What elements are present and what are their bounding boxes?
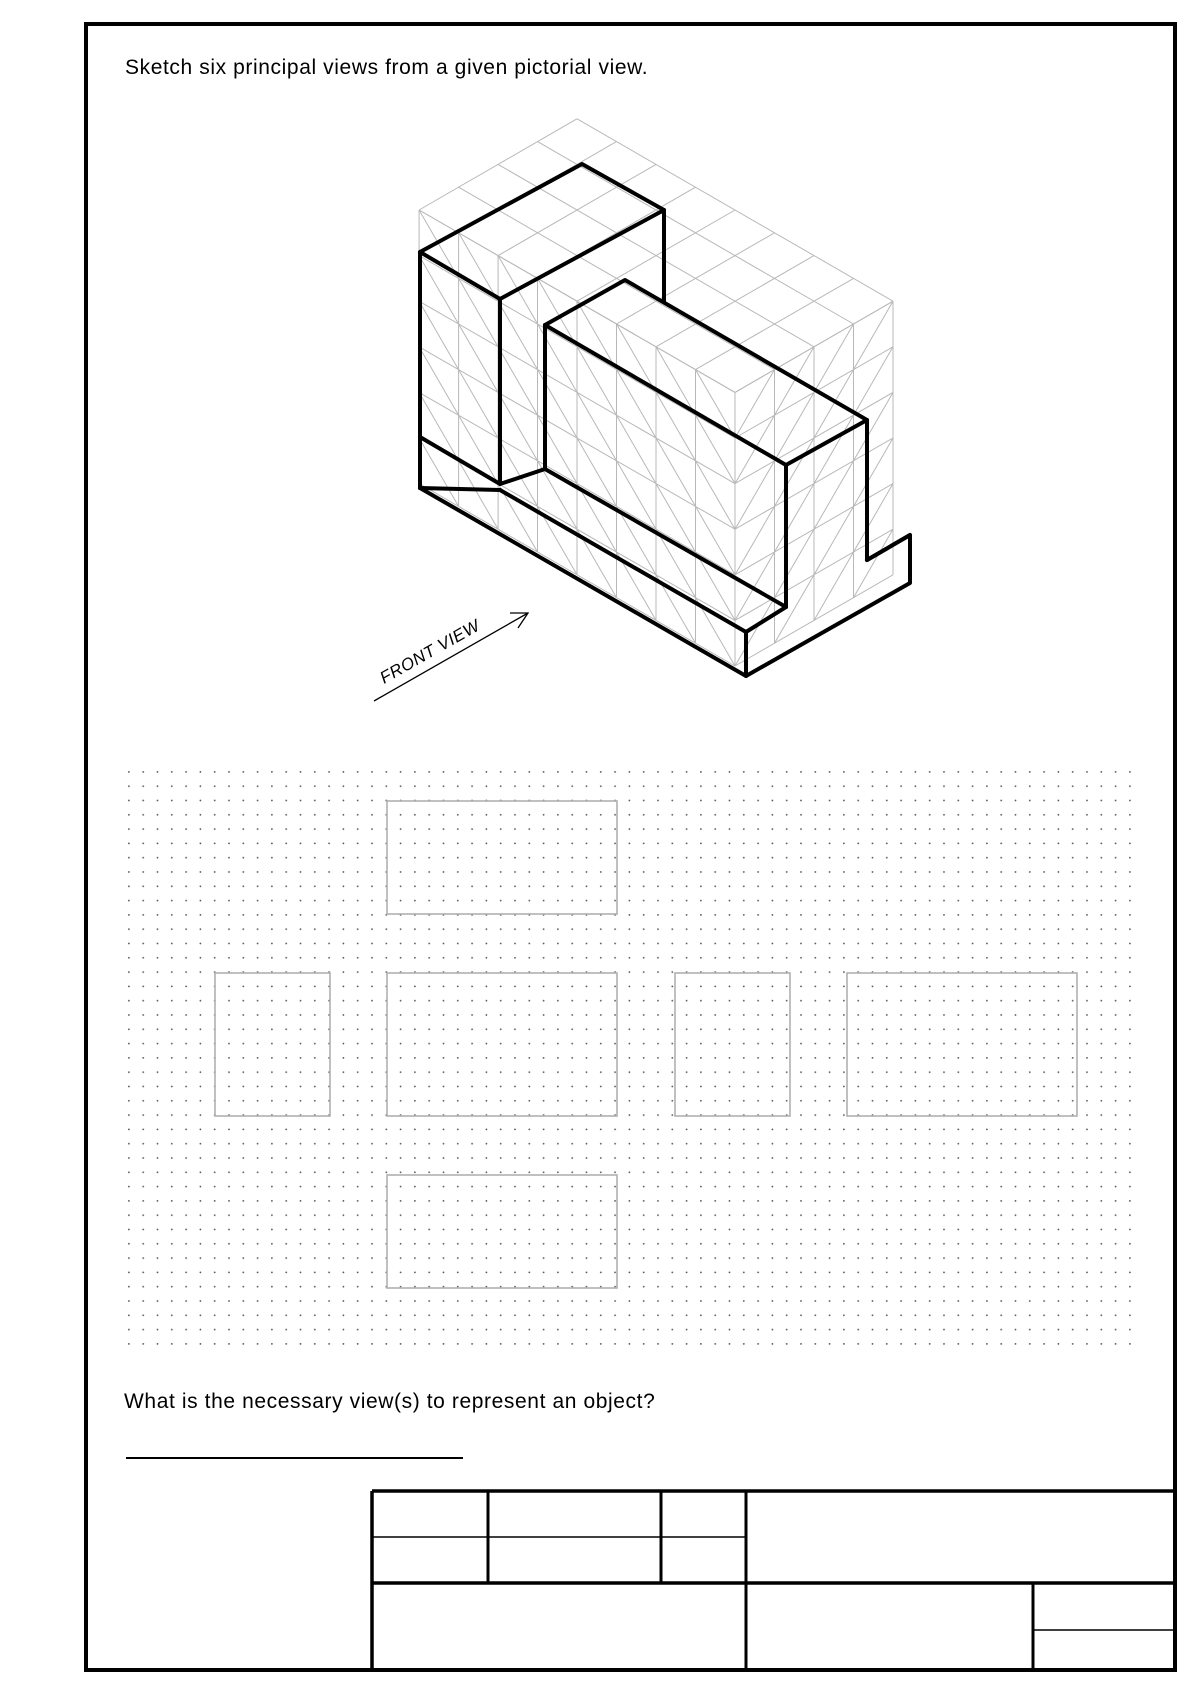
front-view-arrow: [374, 613, 528, 701]
grid-line: [775, 438, 894, 643]
dot-grid-area[interactable]: [127, 770, 1138, 1347]
title-block: [372, 1491, 1175, 1670]
grid-line: [498, 164, 814, 346]
grid-line: [735, 370, 775, 438]
object-edge: [500, 469, 545, 484]
grid-line: [854, 529, 894, 597]
object-edge: [420, 164, 664, 299]
question-text: What is the necessary view(s) to represent an object?: [124, 1390, 656, 1413]
front-view-label: FRONT VIEW: [376, 615, 484, 688]
object-edge: [867, 535, 910, 560]
isometric-pictorial-view: [419, 119, 910, 676]
object-edge: [545, 280, 867, 465]
grid-line: [696, 370, 736, 438]
instruction-text: Sketch six principal views from a given pictorial view.: [125, 56, 649, 79]
object-edge: [420, 488, 500, 490]
object-edge: [420, 252, 500, 484]
object-outline: [420, 164, 910, 676]
